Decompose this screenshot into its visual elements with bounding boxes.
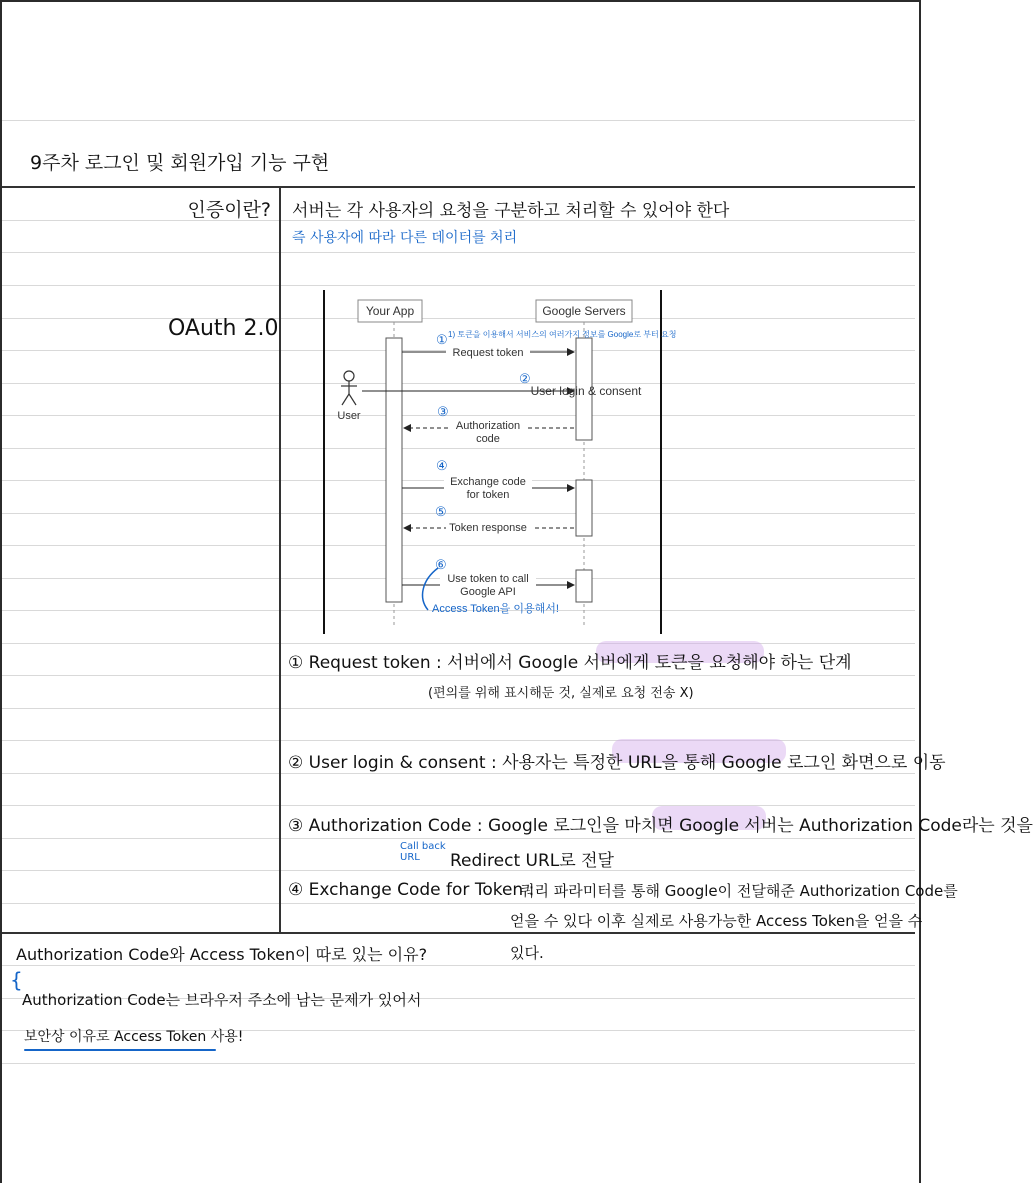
auth-note: 즉 사용자에 따라 다른 데이터를 처리 — [292, 230, 518, 246]
step-2-marker: ② — [519, 371, 531, 386]
svg-text:Token response: Token response — [449, 522, 527, 534]
svg-text:Exchange code: Exchange code — [450, 476, 526, 488]
step-4-marker: ④ — [436, 458, 448, 473]
svg-text:code: code — [476, 433, 500, 445]
actor-your-app: Your App — [365, 304, 415, 318]
ruled-line — [2, 1063, 915, 1064]
actor-google-servers: Google Servers — [542, 304, 626, 318]
svg-text:Use token to call: Use token to call — [447, 573, 529, 585]
step-4-line3: 있다. — [510, 944, 544, 962]
ruled-line — [2, 120, 915, 121]
bottom-conclusion: 보안상 이유로 Access Token 사용! — [24, 1029, 244, 1045]
oauth-sequence-diagram — [322, 288, 677, 636]
callback-url-note: Call back URL — [400, 841, 446, 863]
svg-text:User login & consent: User login & consent — [530, 384, 642, 398]
step-3-subtext: Redirect URL로 전달 — [450, 851, 614, 871]
ruled-line — [2, 708, 915, 709]
svg-text:for token: for token — [466, 489, 510, 501]
bottom-question: Authorization Code와 Access Token이 따로 있는 이유? — [16, 945, 428, 964]
ruled-line — [2, 285, 915, 286]
ruled-line — [2, 675, 915, 676]
ruled-line — [2, 773, 915, 774]
ruled-line — [2, 252, 915, 253]
actor-user: User — [337, 410, 361, 422]
svg-text:Google API: Google API — [460, 586, 516, 598]
header-divider — [2, 186, 915, 188]
step-4-line2: 얻을 수 있다 이후 실제로 사용가능한 Access Token을 얻을 수 — [510, 912, 923, 930]
ruled-line — [2, 643, 915, 644]
step-6-marker: ⑥ — [435, 557, 447, 572]
step-1-marker: ① — [436, 332, 448, 347]
bracket-mark: { — [10, 968, 23, 992]
step-2-text: ② User login & consent : 사용자는 특정한 URL을 통해 Google 로그인 화면으로 이동 — [288, 753, 946, 773]
ruled-line — [2, 805, 915, 806]
margin-divider — [279, 186, 281, 933]
section-divider — [2, 932, 915, 934]
ruled-line — [2, 965, 915, 966]
ruled-line — [2, 903, 915, 904]
step-1-subtext: (편의를 위해 표시해둔 것, 실제로 요청 전송 X) — [428, 686, 694, 701]
access-token-note: Access Token을 이용해서! — [432, 603, 559, 615]
step-1-text: ① Request token : 서버에서 Google 서버에게 토큰을 요청해야 하는 단계 — [288, 653, 852, 673]
svg-text:Authorization: Authorization — [455, 420, 521, 432]
auth-question: 인증이란? — [187, 199, 271, 221]
bottom-answer: Authorization Code는 브라우저 주소에 남는 문제가 있어서 — [22, 991, 422, 1009]
ruled-line — [2, 838, 915, 839]
step-4-line1: 쿼리 파라미터를 통해 Google이 전달해준 Authorization Code를 — [520, 882, 958, 900]
step-1-note: 1) 토큰을 이용해서 서비스의 여러가지 정보를 Google로 부터 요청 — [448, 330, 677, 339]
svg-text:Request token: Request token — [452, 347, 524, 359]
step-5-marker: ⑤ — [435, 504, 447, 519]
step-3-marker: ③ — [437, 404, 449, 419]
step-4-text: ④ Exchange Code for Token : — [288, 880, 535, 900]
conclusion-underline — [24, 1049, 216, 1051]
user-stick-figure — [341, 371, 357, 405]
page-title: 9주차 로그인 및 회원가입 기능 구현 — [30, 152, 330, 174]
step-3-text: ③ Authorization Code : Google 로그인을 마치면 Google 서버는 Authorization Code라는 것을 — [288, 816, 1033, 836]
oauth-heading: OAuth 2.0 — [168, 316, 279, 341]
auth-answer: 서버는 각 사용자의 요청을 구분하고 처리할 수 있어야 한다 — [292, 201, 730, 221]
